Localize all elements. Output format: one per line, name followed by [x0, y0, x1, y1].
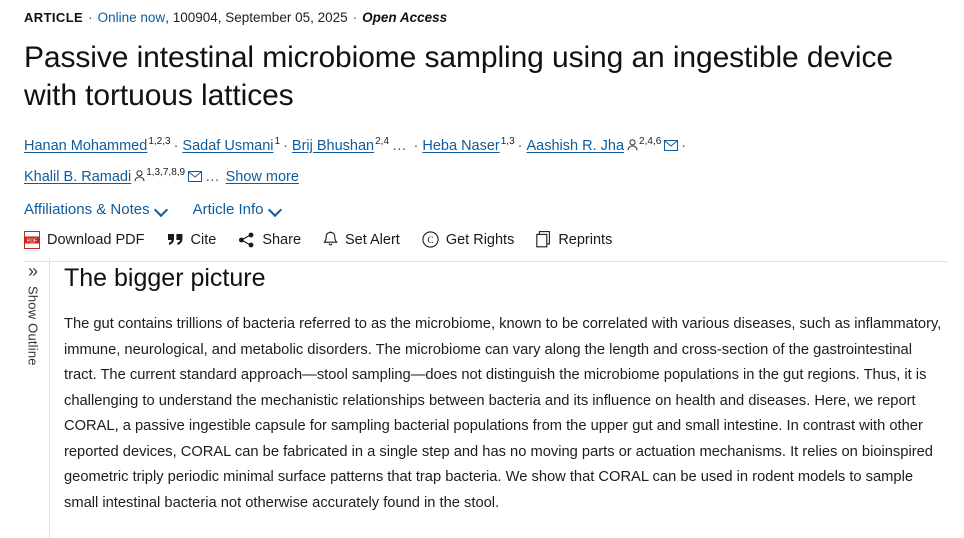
- cite-button[interactable]: [167, 232, 217, 248]
- author-affiliation-superscript: 2,4,6: [639, 136, 662, 147]
- author-entry: [24, 166, 202, 185]
- online-now-link[interactable]: Online now: [97, 10, 166, 25]
- quote-icon: [167, 233, 184, 247]
- author-entry: [527, 138, 679, 154]
- share-button[interactable]: [238, 232, 301, 248]
- share-icon: [238, 232, 255, 248]
- author-list: [24, 129, 948, 191]
- author-email-icon[interactable]: [188, 166, 202, 191]
- affiliations-and-notes-toggle[interactable]: [24, 201, 167, 218]
- authors-ellipsis: …: [392, 137, 408, 154]
- author-link[interactable]: Sadaf Usmani: [182, 137, 274, 154]
- cite-label: Cite: [190, 231, 217, 248]
- author-email-icon[interactable]: [664, 135, 678, 160]
- bigger-picture-heading: The bigger picture: [64, 264, 266, 292]
- pdf-icon: [24, 231, 40, 249]
- outline-expand-icon[interactable]: »: [27, 261, 38, 281]
- article-info-label: Article Info: [192, 200, 264, 218]
- author-link[interactable]: Aashish R. Jha: [526, 137, 625, 154]
- article-info-toggle[interactable]: [193, 201, 281, 218]
- author-affiliation-superscript: 1: [274, 136, 281, 147]
- author-profile-icon[interactable]: [134, 166, 145, 191]
- show-more-authors-link[interactable]: Show more: [225, 168, 299, 185]
- author-affiliation-superscript: 1,2,3: [148, 136, 171, 147]
- author-entry: [182, 138, 280, 154]
- article-meta-line: [24, 0, 948, 27]
- svg-text:PDF: PDF: [26, 237, 38, 244]
- author-separator: ·: [517, 137, 523, 154]
- page-title: Passive intestinal microbiome sampling using an ingestible device with tortuous lattices: [24, 41, 893, 112]
- disclosure-row: [24, 201, 948, 218]
- reprints-button[interactable]: [536, 231, 612, 248]
- chevron-down-icon: [270, 204, 281, 215]
- bell-icon: [323, 231, 338, 248]
- set-alert-label: Set Alert: [345, 231, 400, 248]
- author-entry: [422, 138, 514, 154]
- author-entry: [292, 138, 389, 154]
- author-link[interactable]: Khalil B. Ramadi: [24, 168, 132, 185]
- author-link[interactable]: Brij Bhushan: [291, 137, 375, 154]
- download-pdf-label: Download PDF: [47, 231, 145, 248]
- meta-comma-2: ,: [217, 10, 226, 25]
- author-profile-icon[interactable]: [627, 135, 638, 160]
- article-number: 100904: [172, 10, 218, 25]
- author-separator: ·: [283, 137, 288, 154]
- author-affiliation-superscript: 1,3,7,8,9: [146, 166, 186, 178]
- meta-separator-1: ·: [88, 10, 93, 25]
- reprints-icon: [536, 231, 551, 248]
- reprints-label: Reprints: [558, 231, 613, 248]
- show-outline-rail[interactable]: [16, 262, 50, 366]
- author-link[interactable]: Heba Naser: [422, 137, 500, 154]
- set-alert-button[interactable]: [323, 231, 400, 248]
- svg-text:C: C: [427, 236, 434, 247]
- download-pdf-button[interactable]: [24, 231, 145, 249]
- author-separator: ·: [681, 137, 687, 154]
- affiliations-and-notes-label: Affiliations & Notes: [24, 200, 150, 218]
- get-rights-button[interactable]: [422, 231, 515, 248]
- publication-date: September 05, 2025: [225, 10, 348, 25]
- author-entry: [24, 138, 171, 154]
- authors-ellipsis-2: …: [205, 168, 221, 185]
- author-link[interactable]: Hanan Mohammed: [24, 137, 148, 154]
- bigger-picture-section: [64, 262, 946, 516]
- show-outline-label[interactable]: Show Outline: [25, 286, 41, 366]
- share-label: Share: [262, 231, 302, 248]
- author-affiliation-superscript: 1,3: [500, 136, 515, 147]
- author-separator: ·: [413, 137, 419, 154]
- bigger-picture-body: The gut contains trillions of bacteria referred to as the microbiome, known to be correlated with various diseases, such as inflammatory, immune, neurological, and metabolic disorders. The microbiome can vary along the length and cross-section of the gastrointestinal tract. The current standard approach—stool sampling—does not distinguish the microbiome populations in the gut regions. Thus, it is challenging to understand the mechanistic relationships between bacteria and its influence on health and diseases. Here, we report CORAL, a passive ingestible capsule for sampling bacterial populations from the upper gut and small intestine. In contrast with other reported devices, CORAL can be fabricated in a single step and has no moving parts or actuation mechanisms. It relies on bioinspired geometric triply periodic minimal surface patterns that trap bacteria. We show that CORAL can be used in rodent models to sample small intestinal bacteria not otherwise accurately found in the stool.: [64, 316, 942, 511]
- article-type-label: ARTICLE: [24, 10, 84, 25]
- meta-comma-1: ,: [165, 10, 173, 25]
- author-affiliation-superscript: 2,4: [375, 136, 390, 147]
- meta-separator-2: ·: [352, 10, 358, 25]
- article-content: [0, 0, 964, 262]
- author-separator: ·: [173, 137, 179, 154]
- chevron-down-icon: [156, 204, 167, 215]
- open-access-label: Open Access: [362, 10, 448, 25]
- get-rights-label: Get Rights: [445, 231, 515, 248]
- copyright-icon: [422, 231, 439, 248]
- article-action-bar: [24, 231, 948, 262]
